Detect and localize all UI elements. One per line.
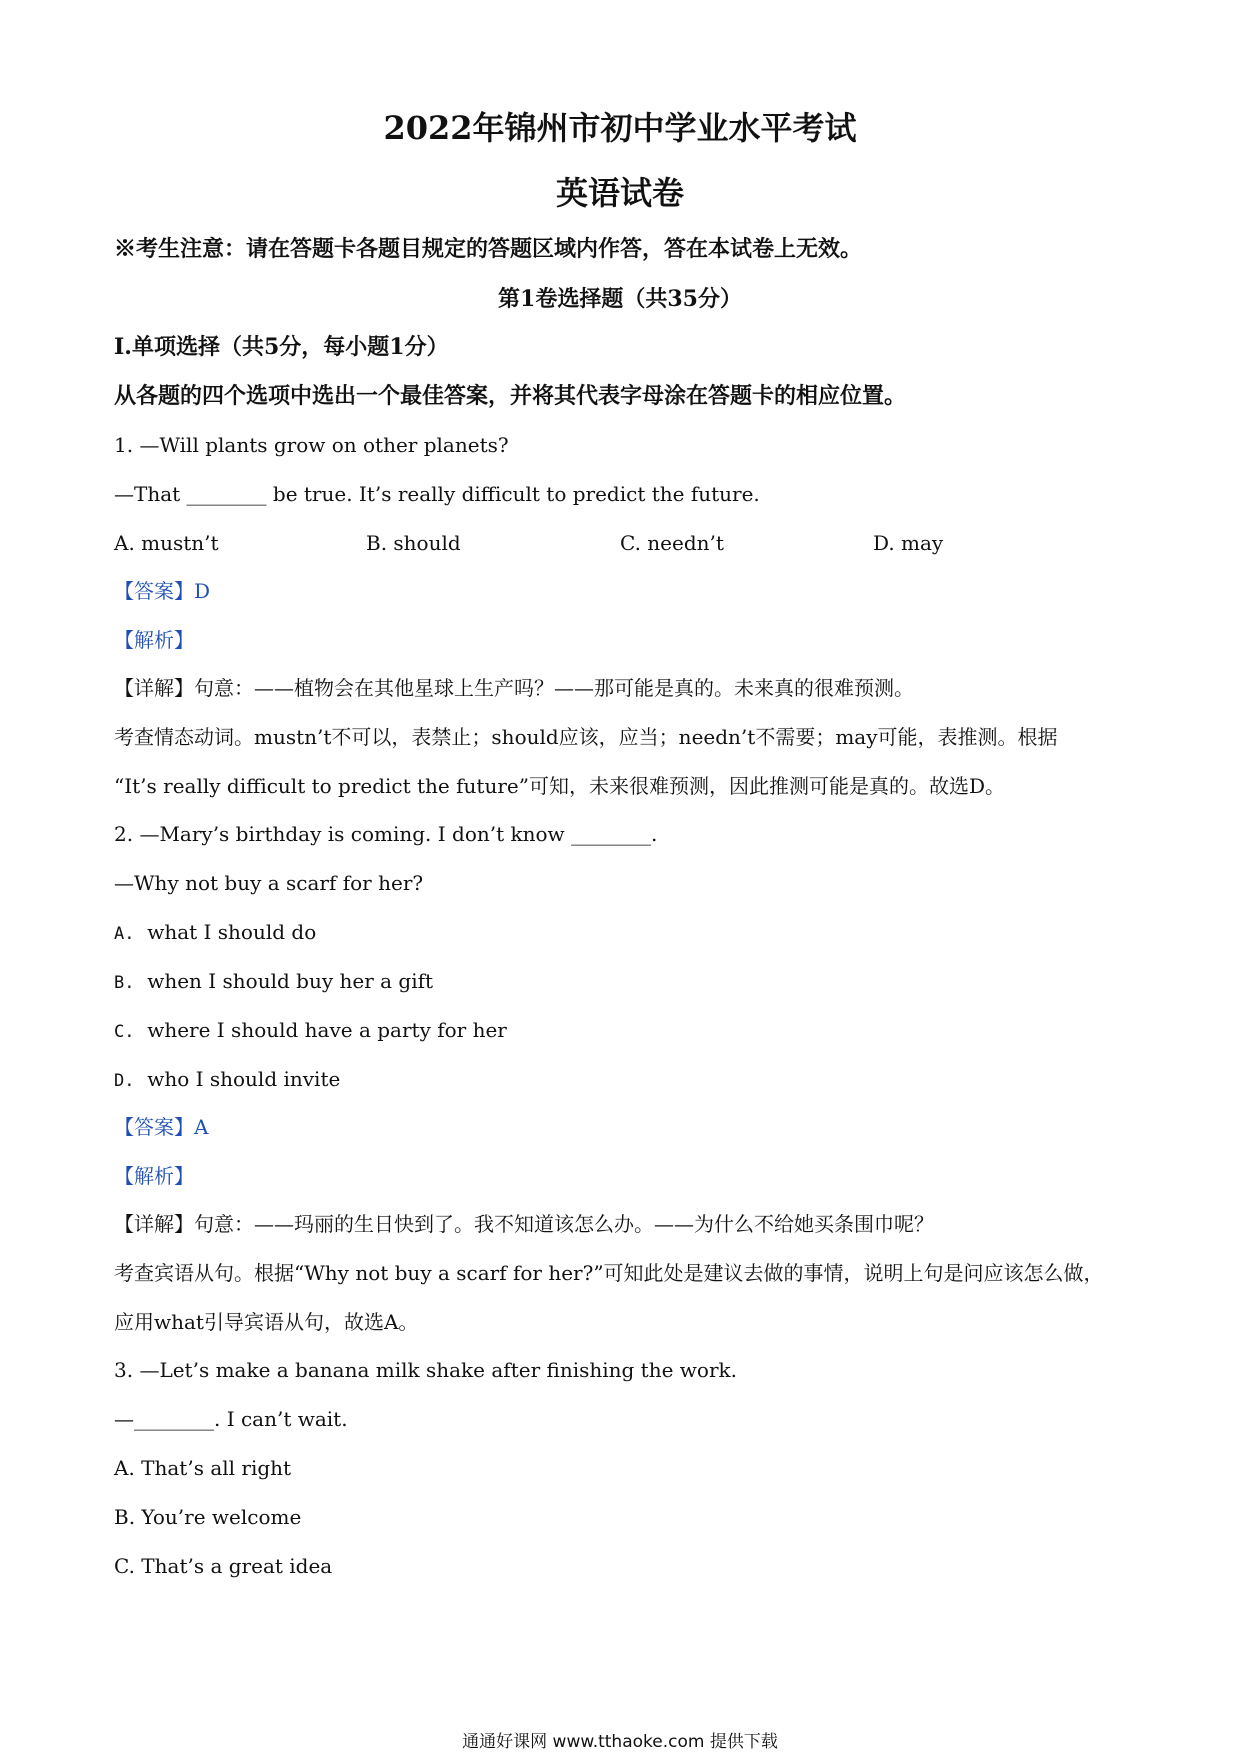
q2-option-a-text: what I should do <box>147 920 317 944</box>
q1-detail: 【详解】句意：——植物会在其他星球上生产吗？——那可能是真的。未来真的很难预测。 <box>114 676 914 700</box>
q2-option-c-letter: C. <box>114 1022 135 1042</box>
volume-heading: 第1卷选择题（共35分） <box>498 286 742 312</box>
instruction: 从各题的四个选项中选出一个最佳答案，并将其代表字母涂在答题卡的相应位置。 <box>114 383 907 409</box>
q3-option-c: C. That’s a great idea <box>114 1554 333 1578</box>
q1-analysis-label: 【解析】 <box>114 628 194 652</box>
exam-title: 2022年锦州市初中学业水平考试 <box>383 109 857 147</box>
q2-answer: 【答案】A <box>114 1115 209 1139</box>
q2-option-a-letter: A. <box>114 924 135 944</box>
q2-analysis-label: 【解析】 <box>114 1164 194 1188</box>
q2-option-a <box>114 919 316 947</box>
q2-option-b <box>114 968 433 996</box>
q1-line1: 1. —Will plants grow on other planets? <box>114 433 509 457</box>
q2-option-d-text: who I should invite <box>147 1067 341 1091</box>
q3-option-b: B. You’re welcome <box>114 1505 302 1529</box>
q1-option-c: C. needn’t <box>620 531 724 555</box>
q2-explanation-2: 应用what引导宾语从句，故选A。 <box>114 1310 419 1334</box>
section-heading: I.单项选择（共5分，每小题1分） <box>114 334 449 360</box>
q2-line1: 2. —Mary’s birthday is coming. I don’t know ________. <box>114 822 658 846</box>
q1-explanation-1: 考查情态动词。mustn’t不可以，表禁止；should应该，应当；needn’t不需要；may可能，表推测。根据 <box>114 725 1058 749</box>
notice: ※考生注意：请在答题卡各题目规定的答题区域内作答，答在本试卷上无效。 <box>114 236 863 262</box>
q2-explanation-1: 考查宾语从句。根据“Why not buy a scarf for her?”可知此处是建议去做的事情，说明上句是问应该怎么做， <box>114 1261 1104 1285</box>
q1-option-b: B. should <box>366 531 461 555</box>
q1-option-d: D. may <box>873 531 944 555</box>
q2-option-d-letter: D. <box>114 1071 135 1091</box>
q1-option-a: A. mustn’t <box>114 531 219 555</box>
footer-watermark: 通通好课网 www.tthaoke.com 提供下载 <box>462 1732 778 1752</box>
q2-option-d <box>114 1066 340 1094</box>
q1-explanation-2: “It’s really difficult to predict the future”可知，未来很难预测，因此推测可能是真的。故选D。 <box>114 774 1005 798</box>
q3-line2: —________. I can’t wait. <box>114 1407 348 1431</box>
q1-answer: 【答案】D <box>114 579 211 603</box>
q2-line2: —Why not buy a scarf for her? <box>114 871 424 895</box>
exam-subtitle: 英语试卷 <box>555 174 684 212</box>
q1-line2: —That ________ be true. It’s really difficult to predict the future. <box>114 482 760 506</box>
q3-line1: 3. —Let’s make a banana milk shake after finishing the work. <box>114 1358 737 1382</box>
q3-option-a: A. That’s all right <box>114 1456 292 1480</box>
q2-detail: 【详解】句意：——玛丽的生日快到了。我不知道该怎么办。——为什么不给她买条围巾呢？ <box>114 1212 934 1236</box>
q2-option-b-text: when I should buy her a gift <box>147 969 434 993</box>
q2-option-c <box>114 1017 507 1045</box>
q2-option-b-letter: B. <box>114 973 135 993</box>
q2-option-c-text: where I should have a party for her <box>147 1018 507 1042</box>
